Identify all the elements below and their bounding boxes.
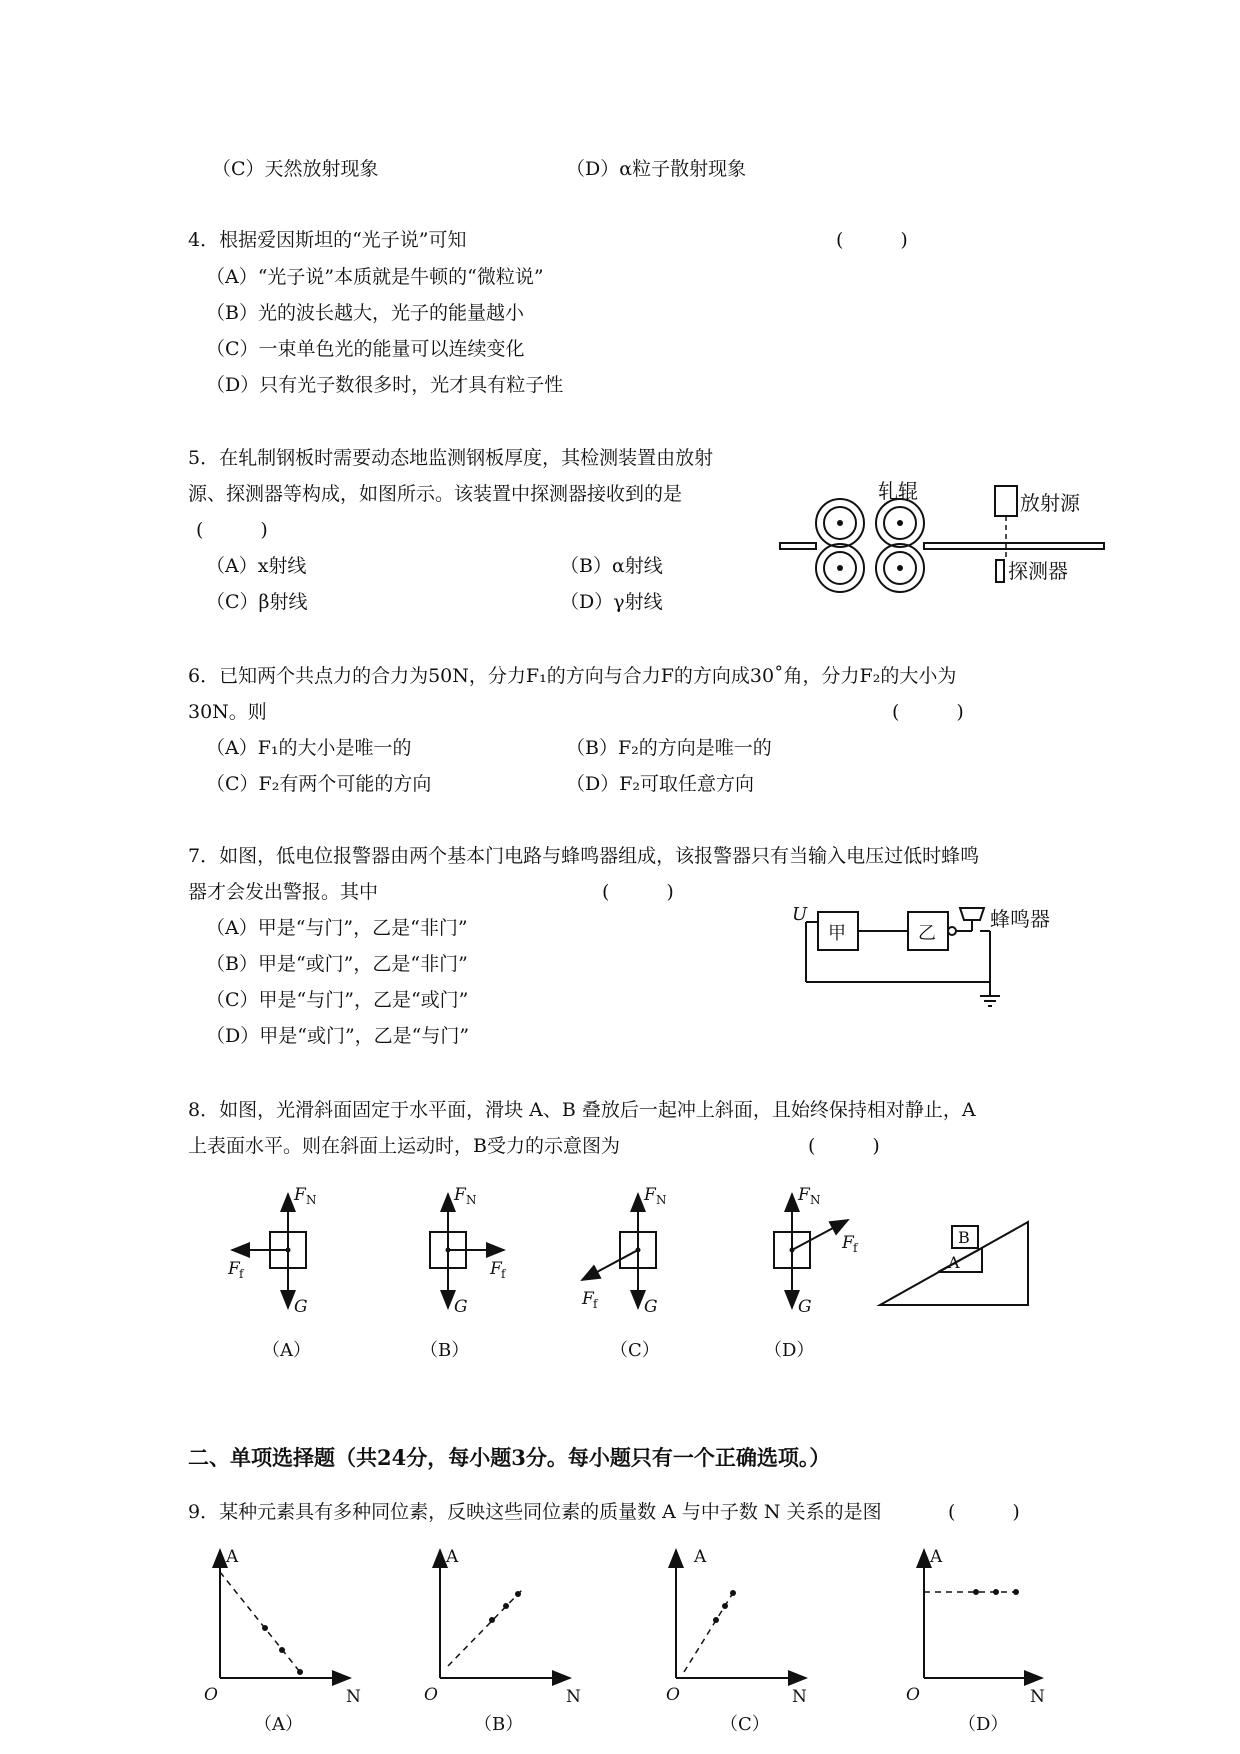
graph-a [204, 1547, 361, 1735]
svg-text:G: G [454, 1297, 468, 1317]
q6-stem-line2: 30N。则 [188, 701, 267, 723]
svg-text:F: F [582, 1289, 594, 1309]
roller-label: 轧辊 [878, 479, 918, 503]
q5-rolling-mill-figure [780, 470, 1110, 600]
svg-text:F: F [644, 1185, 656, 1205]
q5-option-c: （C）β射线 [206, 591, 308, 613]
graph-caption-b: （B） [474, 1714, 524, 1735]
q4-stem: 4．根据爱因斯坦的“光子说”可知 [188, 229, 467, 251]
svg-text:f: f [593, 1297, 598, 1311]
q6-option-c: （C）F₂有两个可能的方向 [206, 773, 432, 795]
block-b-label: B [958, 1228, 970, 1247]
q9-answer-blank: ( ) [948, 1501, 1020, 1523]
svg-text:N: N [656, 1193, 667, 1207]
svg-text:O: O [906, 1685, 920, 1705]
svg-text:G: G [294, 1297, 308, 1317]
caption-d: （D） [764, 1340, 815, 1361]
q8-answer-blank: ( ) [808, 1135, 880, 1157]
q7-option-a: （A）甲是“与门”，乙是“非门” [206, 917, 468, 939]
q7-answer-blank: ( ) [602, 881, 674, 903]
detector-label: 探测器 [1008, 559, 1068, 583]
svg-text:N: N [306, 1193, 317, 1207]
q9-graphs [200, 1540, 1060, 1740]
force-diagram-d [764, 1185, 859, 1361]
graph-d [906, 1547, 1045, 1735]
q7-stem-line1: 7．如图，低电位报警器由两个基本门电路与蜂鸣器组成，该报警器只有当输入电压过低时蜂鸣 [188, 845, 980, 867]
svg-text:f: f [239, 1267, 244, 1281]
q5-option-a: （A）x射线 [206, 555, 307, 577]
q6-option-b: （B）F₂的方向是唯一的 [566, 737, 772, 759]
svg-text:A: A [694, 1547, 707, 1567]
caption-c: （C） [610, 1340, 660, 1361]
q6-option-d: （D）F₂可取任意方向 [566, 773, 755, 795]
svg-text:O: O [666, 1685, 680, 1705]
gate-jia-label: 甲 [828, 923, 846, 944]
caption-b: （B） [420, 1340, 470, 1361]
q5-option-b: （B）α射线 [560, 555, 663, 577]
q4-option-a: （A）“光子说”本质就是牛顿的“微粒说” [206, 266, 544, 288]
q5-stem-line1: 5．在轧制钢板时需要动态地监测钢板厚度，其检测装置由放射 [188, 447, 714, 469]
svg-text:A: A [226, 1547, 239, 1567]
graph-b [424, 1547, 581, 1735]
graph-caption-d: （D） [958, 1714, 1009, 1735]
svg-text:N: N [810, 1193, 821, 1207]
svg-text:O: O [204, 1685, 218, 1705]
graph-c [666, 1547, 807, 1735]
q7-option-c: （C）甲是“与门”，乙是“或门” [206, 989, 469, 1011]
force-diagram-c [581, 1185, 667, 1361]
q3-option-d: （D）α粒子散射现象 [566, 158, 747, 180]
q8-stem-line1: 8．如图，光滑斜面固定于水平面，滑块 A、B 叠放后一起冲上斜面，且始终保持相对静止，A [188, 1099, 976, 1121]
force-diagram-b [420, 1185, 507, 1361]
svg-text:N: N [792, 1687, 807, 1707]
section-2-title: 二、单项选择题（共24分，每小题3分。每小题只有一个正确选项。） [188, 1445, 831, 1470]
svg-text:A: A [930, 1547, 943, 1567]
svg-text:N: N [1030, 1687, 1045, 1707]
svg-text:O: O [424, 1685, 438, 1705]
q6-stem-line1: 6．已知两个共点力的合力为50N，分力F₁的方向与合力F的方向成30˚角，分力F₂的大小为 [188, 665, 957, 687]
graph-caption-a: （A） [254, 1714, 303, 1735]
q8-stem-line2: 上表面水平。则在斜面上运动时，B受力的示意图为 [188, 1135, 620, 1157]
svg-text:G: G [798, 1297, 812, 1317]
svg-text:F: F [798, 1185, 810, 1205]
q5-answer-blank: ( ) [196, 519, 268, 541]
svg-text:F: F [490, 1259, 502, 1279]
q6-answer-blank: ( ) [892, 701, 964, 723]
q9-stem: 9．某种元素具有多种同位素，反映这些同位素的质量数 A 与中子数 N 关系的是图 [188, 1501, 882, 1523]
q5-option-d: （D）γ射线 [560, 591, 663, 613]
svg-text:F: F [842, 1233, 854, 1253]
q4-answer-blank: ( ) [836, 229, 908, 251]
q7-option-b: （B）甲是“或门”，乙是“非门” [206, 953, 468, 975]
svg-text:f: f [501, 1267, 506, 1281]
q8-force-diagrams [200, 1180, 1050, 1370]
q5-stem-line2: 源、探测器等构成，如图所示。该装置中探测器接收到的是 [188, 483, 683, 505]
gate-yi-label: 乙 [918, 923, 936, 944]
q7-circuit-figure [790, 900, 1070, 1010]
block-a-label: A [948, 1253, 960, 1272]
graph-caption-c: （C） [720, 1714, 770, 1735]
input-u-label: U [792, 904, 808, 925]
svg-text:N: N [466, 1193, 477, 1207]
q3-option-c: （C）天然放射现象 [212, 158, 379, 180]
svg-text:G: G [644, 1297, 658, 1317]
svg-text:N: N [566, 1687, 581, 1707]
q4-option-d: （D）只有光子数很多时，光才具有粒子性 [206, 374, 564, 396]
source-label: 放射源 [1020, 491, 1080, 515]
svg-text:A: A [446, 1547, 459, 1567]
q6-option-a: （A）F₁的大小是唯一的 [206, 737, 412, 759]
q4-option-b: （B）光的波长越大，光子的能量越小 [206, 302, 524, 324]
buzzer-label: 蜂鸣器 [990, 907, 1050, 931]
svg-text:N: N [346, 1687, 361, 1707]
svg-text:F: F [228, 1259, 240, 1279]
svg-text:F: F [454, 1185, 466, 1205]
force-diagram-a [227, 1185, 317, 1361]
q4-option-c: （C）一束单色光的能量可以连续变化 [206, 338, 525, 360]
caption-a: （A） [262, 1340, 311, 1361]
q7-stem-line2: 器才会发出警报。其中 [188, 881, 379, 903]
q7-option-d: （D）甲是“或门”，乙是“与门” [206, 1025, 470, 1047]
svg-text:f: f [853, 1241, 858, 1255]
incline-figure [880, 1222, 1028, 1305]
svg-text:F: F [294, 1185, 306, 1205]
